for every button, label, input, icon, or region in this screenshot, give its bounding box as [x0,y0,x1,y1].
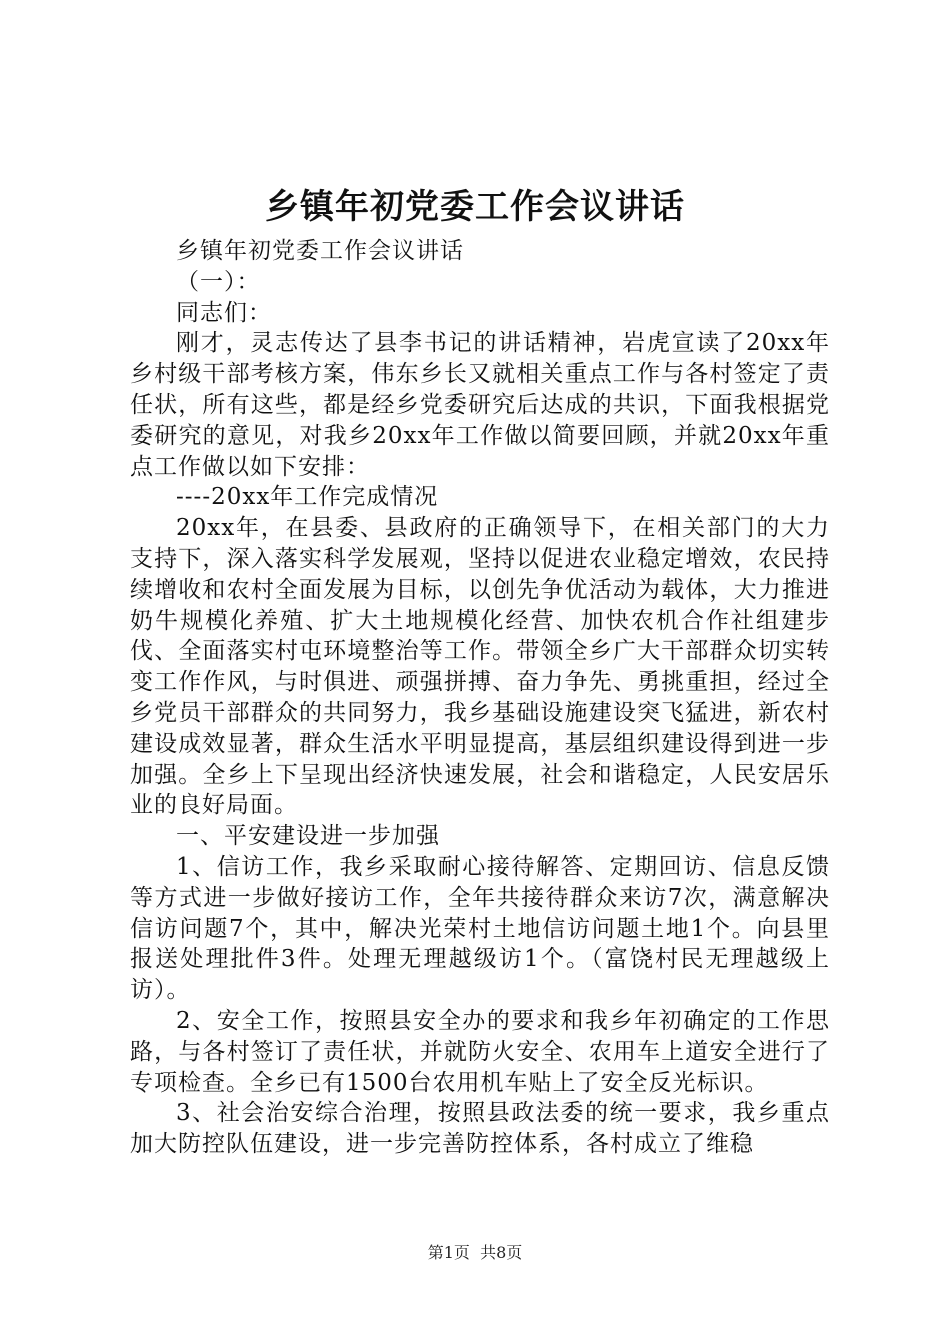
page-footer [0,1242,950,1264]
body-paragraph: 1、信访工作，我乡采取耐心接待解答、定期回访、信息反馈等方式进一步做好接访工作，全年共接待群众来访7次，满意解决信访问题7个，其中，解决光荣村土地信访问题土地1个。向县里报送处理批件3件。处理无理越级访1个。（富饶村民无理越级上访）。 [130,853,830,1004]
page-number: 第1页 [427,1243,470,1262]
subtitle-paragraph: 乡镇年初党委工作会议讲话 [176,238,464,264]
body-paragraph: 2、安全工作，按照县安全办的要求和我乡年初确定的工作思路，与各村签订了责任状，并就防火安全、农用车上道安全进行了专项检查。全乡已有1500台农用机车贴上了安全反光标识。 [130,1007,830,1096]
document-title: 乡镇年初党委工作会议讲话 [265,187,685,227]
section-number-paragraph: （一）： [176,268,261,295]
body-paragraph: 20xx年，在县委、县政府的正确领导下，在相关部门的大力支持下，深入落实科学发展观，坚持以促进农业稳定增效，农民持续增收和农村全面发展为目标，以创先争优活动为载体，大力推进奶牛规模化养殖、扩大土地规模化经营、加快农机合作社组建步伐、全面落实村屯环境整治等工作。带领全乡广大干部群众切实转变工作作风，与时俱进、顽强拼搏、奋力争先、勇挑重担，经过全乡党员干部群众的共同努力，我乡基础设施建设突飞猛进，新农村建设成效显著，群众生活水平明显提高，基层组织建设得到进一步加强。全乡上下呈现出经济快速发展，社会和谐稳定，人民安居乐业的良好局面。 [130,515,830,819]
body-paragraph: 3、社会治安综合治理，按照县政法委的统一要求，我乡重点加大防控队伍建设，进一步完善防控体系，各村成立了维稳 [130,1100,830,1158]
body-paragraph: 刚才，灵志传达了县李书记的讲话精神，岩虎宣读了20xx年乡村级干部考核方案，伟东乡长又就相关重点工作与各村签定了责任状，所有这些，都是经乡党委研究后达成的共识，下面我根据党委研究的意见，对我乡20xx年工作做以简要回顾，并就20xx年重点工作做以如下安排： [130,330,830,480]
section-heading: 一、平安建设进一步加强 [176,823,440,850]
section-heading: ----20xx年工作完成情况 [176,484,439,511]
page-total: 共8页 [480,1243,523,1262]
salutation-paragraph: 同志们： [176,299,272,326]
document-body [130,236,830,1160]
